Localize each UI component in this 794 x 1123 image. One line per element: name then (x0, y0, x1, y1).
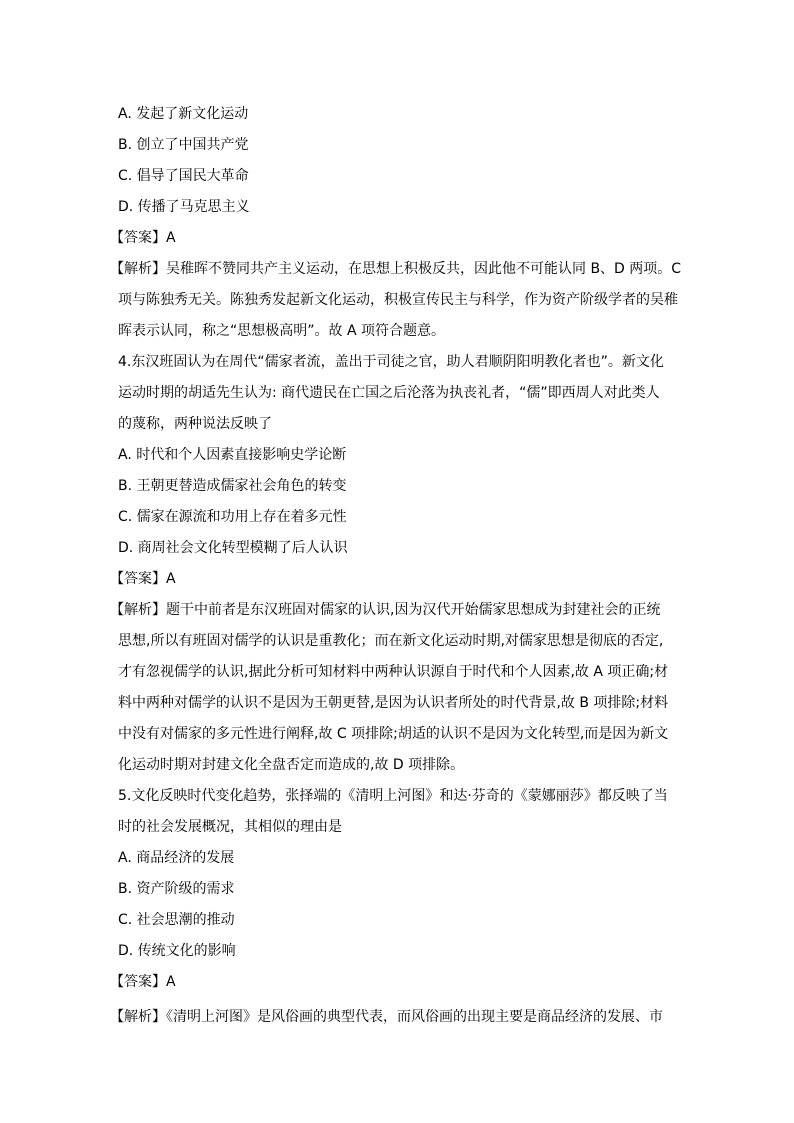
q5-stem-line: 5.文化反映时代变化趋势，张择端的《清明上河图》和达·芬奇的《蒙娜丽莎》都反映了当 (118, 788, 668, 804)
q4-stem-line: 4.东汉班固认为在周代“儒家者流，盖出于司徒之官，助人君顺阴阳明教化者也”。新文化 (118, 354, 664, 370)
q3-analysis-line: 晖表示认同，称之“思想极高明”。故 A 项符合题意。 (118, 323, 445, 339)
q3-answer: 【答案】A (110, 230, 176, 246)
q3-option-c: C. 倡导了国民大革命 (118, 168, 249, 184)
q4-option-a: A. 时代和个人因素直接影响史学论断 (118, 447, 347, 463)
q4-analysis-line: 料中两种对儒学的认识不是因为王朝更替,是因为认识者所处的时代背景,故 B 项排除;材料 (118, 695, 669, 711)
q4-option-c: C. 儒家在源流和功用上存在着多元性 (118, 509, 347, 525)
q5-stem-line: 时的社会发展概况，其相似的理由是 (118, 819, 342, 835)
q5-answer: 【答案】A (110, 974, 176, 990)
q3-analysis-line: 【解析】吴稚晖不赞同共产主义运动，在思想上积极反共，因此他不可能认同 B、D 两项。C (110, 261, 682, 277)
q5-option-a: A. 商品经济的发展 (118, 850, 235, 866)
q4-analysis-line: 思想,所以有班固对儒学的认识是重教化；而在新文化运动时期,对儒家思想是彻底的否定, (118, 633, 664, 649)
q5-option-c: C. 社会思潮的推动 (118, 912, 235, 928)
q4-analysis-line: 化运动时期对封建文化全盘否定而造成的,故 D 项排除。 (118, 757, 465, 773)
q5-analysis-line: 【解析】《清明上河图》是风俗画的典型代表，而风俗画的出现主要是商品经济的发展、市 (110, 1009, 663, 1025)
q4-analysis-line: 才有忽视儒学的认识,据此分析可知材料中两种认识源自于时代和个人因素,故 A 项正确;材 (118, 664, 669, 680)
q4-option-d: D. 商周社会文化转型模糊了后人认识 (118, 540, 348, 556)
q5-option-d: D. 传统文化的影响 (118, 943, 236, 959)
q4-answer: 【答案】A (110, 571, 176, 587)
q4-analysis-line: 【解析】题干中前者是东汉班固对儒家的认识,因为汉代开始儒家思想成为封建社会的正统 (110, 602, 661, 618)
q3-option-d: D. 传播了马克思主义 (118, 199, 250, 215)
q3-option-a: A. 发起了新文化运动 (118, 106, 249, 122)
q4-stem-line: 的蔑称，两种说法反映了 (118, 416, 272, 432)
q3-option-b: B. 创立了中国共产党 (118, 137, 249, 153)
q3-analysis-line: 项与陈独秀无关。陈独秀发起新文化运动，积极宣传民主与科学，作为资产阶级学者的吴稚 (118, 292, 678, 308)
q4-stem-line: 运动时期的胡适先生认为: 商代遗民在亡国之后沦落为执丧礼者，“儒”即西周人对此类人 (118, 385, 660, 401)
q5-option-b: B. 资产阶级的需求 (118, 881, 235, 897)
q4-analysis-line: 中没有对儒家的多元性进行阐释,故 C 项排除;胡适的认识不是因为文化转型,而是因为新文 (118, 726, 669, 742)
q4-option-b: B. 王朝更替造成儒家社会角色的转变 (118, 478, 347, 494)
